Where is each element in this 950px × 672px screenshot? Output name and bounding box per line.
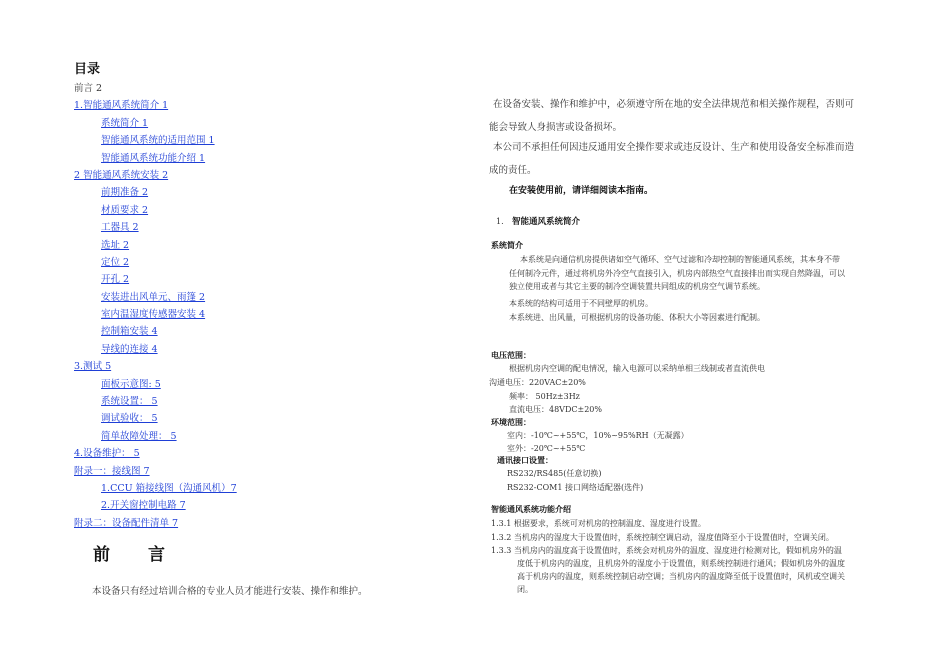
safety-para-2-line-1: 本公司不承担任何因违反通用安全操作要求或违反设计、生产和使用设备安全标准而造 [493, 142, 855, 153]
intro-line-2: 任何制冷元件，通过将机房外冷空气直接引入，机房内部热空气直接排出而实现自然降温，可以 [509, 269, 845, 278]
toc-entry[interactable] [74, 323, 434, 340]
toc-entry[interactable] [74, 358, 434, 375]
toc-link[interactable]: 工器具 2 [101, 222, 139, 234]
intro-line-1: 本系统是向通信机房提供诸如空气循环、空气过滤和冷却控制的智能通风系统，其本身不带 [520, 255, 840, 264]
toc-entry[interactable] [74, 132, 434, 149]
toc-link[interactable]: 2.开关窗控制电路 7 [101, 500, 186, 512]
toc-entry[interactable] [74, 167, 434, 184]
section-title: 智能通风系统简介 [512, 217, 581, 227]
toc-entry[interactable] [74, 497, 434, 514]
environment-line-1: 室内：-10℃~+55℃，10%~95%RH（无凝露） [507, 431, 689, 440]
toc-entry[interactable] [74, 237, 434, 254]
toc-link[interactable]: 室内温湿度传感器安装 4 [101, 309, 206, 321]
environment-heading: 环境范围： [491, 418, 531, 427]
toc-entry [74, 80, 434, 97]
voltage-line-2: 沟通电压：220VAC±20% [489, 378, 586, 387]
comm-line-1: RS232/RS485(任意切换) [507, 469, 602, 478]
toc-link[interactable]: 定位 2 [101, 256, 130, 268]
toc-link[interactable]: 简单故障处理： 5 [101, 430, 177, 442]
function-3-line-1: 1.3.3 当机房内的温度高于设置值时，系统会对机房外的温度、湿度进行检测对比，假如机房外的温 [491, 546, 842, 555]
toc-link[interactable]: 导线的连接 4 [101, 343, 158, 355]
voltage-line-3: 频率： 50Hz±3Hz [509, 392, 580, 401]
voltage-line-4: 直流电压：48VDC±20% [509, 405, 602, 414]
function-1: 1.3.1 根据要求，系统可对机房的控制温度、湿度进行设置。 [491, 519, 706, 528]
function-2: 1.3.2 当机房内的湿度大于设置值时，系统控制空调启动，湿度值降至小于设置值时，空调关闭。 [491, 533, 834, 542]
toc-entry[interactable] [74, 393, 434, 410]
toc-entry[interactable] [74, 445, 434, 462]
toc-link[interactable]: 1.CCU 箱接线图（沟通风机）7 [101, 482, 237, 494]
toc-link[interactable]: 1.智能通风系统简介 1 [74, 100, 169, 112]
toc-link[interactable]: 3.测试 5 [74, 361, 112, 373]
toc-entry[interactable] [74, 97, 434, 114]
toc-title: 目录 [74, 62, 101, 77]
toc-link[interactable]: 智能通风系统功能介绍 1 [101, 152, 206, 164]
function-3-line-4: 闭。 [517, 585, 533, 594]
toc-entry[interactable] [74, 515, 434, 532]
intro-line-4: 本系统的结构可适用于不同壁厚的机房。 [509, 299, 653, 308]
toc-entry[interactable] [74, 341, 434, 358]
toc-link[interactable]: 附录二：设备配件清单 7 [74, 517, 179, 529]
toc-link[interactable]: 材质要求 2 [101, 204, 149, 216]
toc-link[interactable]: 调试验收： 5 [101, 413, 158, 425]
toc-entry[interactable] [74, 254, 434, 271]
toc-label: 前言 2 [74, 83, 103, 94]
toc-entry[interactable] [74, 115, 434, 132]
toc-entry[interactable] [74, 219, 434, 236]
table-of-contents [74, 80, 434, 532]
functions-heading: 智能通风系统功能介绍 [491, 505, 571, 514]
toc-link[interactable]: 面板示意图: 5 [101, 378, 161, 390]
intro-heading: 系统简介 [491, 241, 523, 250]
section-number: 1. [496, 217, 504, 226]
toc-entry[interactable] [74, 428, 434, 445]
safety-para-2-line-2: 成的责任。 [489, 165, 537, 176]
toc-entry[interactable] [74, 463, 434, 480]
toc-link[interactable]: 2 智能通风系统安装 2 [74, 169, 169, 181]
toc-entry[interactable] [74, 306, 434, 323]
environment-line-2: 室外：-20℃~+55℃ [507, 444, 586, 453]
preface-heading: 前言 [93, 545, 203, 565]
preface-paragraph: 本设备只有经过培训合格的专业人员才能进行安装、操作和维护。 [92, 586, 368, 597]
function-3-line-2: 度低于机房内的温度，且机房外的湿度小于设置值，则系统控制进行通风；假如机房外的温度 [517, 559, 845, 568]
toc-link[interactable]: 选址 2 [101, 239, 130, 251]
toc-link[interactable]: 智能通风系统的适用范围 1 [101, 135, 215, 147]
toc-link[interactable]: 开孔 2 [101, 274, 130, 286]
toc-entry[interactable] [74, 289, 434, 306]
safety-para-1-line-2: 能会导致人身损害或设备损坏。 [489, 122, 623, 133]
toc-entry[interactable] [74, 480, 434, 497]
voltage-line-1: 根据机房内空调的配电情况，输入电源可以采纳单相三线制或者直流供电 [509, 364, 765, 373]
intro-line-5: 本系统进、出风量，可根据机房的设备功能、体积大小等因素进行配制。 [509, 313, 765, 322]
toc-link[interactable]: 控制箱安装 4 [101, 326, 158, 338]
toc-link[interactable]: 4.设备维护： 5 [74, 448, 140, 460]
toc-entry[interactable] [74, 376, 434, 393]
comm-heading: 通讯接口设置： [497, 456, 553, 465]
warning-text: 在安装使用前，请详细阅读本指南。 [509, 186, 654, 196]
function-3-line-3: 高于机房内的温度，则系统控制启动空调；当机房内的温度降至低于设置值时，风机或空调关 [517, 572, 845, 581]
intro-line-3: 独立使用或者与其它主要的制冷空调装置共同组成的机房空气调节系统。 [509, 282, 765, 291]
toc-link[interactable]: 系统简介 1 [101, 117, 149, 129]
toc-link[interactable]: 安装进出风单元、雨篷 2 [101, 291, 206, 303]
toc-entry[interactable] [74, 202, 434, 219]
toc-link[interactable]: 前期准备 2 [101, 187, 149, 199]
toc-entry[interactable] [74, 271, 434, 288]
toc-link[interactable]: 系统设置： 5 [101, 396, 158, 408]
toc-entry[interactable] [74, 184, 434, 201]
toc-entry[interactable] [74, 410, 434, 427]
toc-link[interactable]: 附录一：接线图 7 [74, 465, 150, 477]
safety-para-1-line-1: 在设备安装、操作和维护中，必须遵守所在地的安全法律规范和相关操作规程，否则可 [493, 99, 855, 110]
toc-entry[interactable] [74, 150, 434, 167]
comm-line-2: RS232-COM1 接口网络适配器(选件) [507, 483, 644, 492]
voltage-heading: 电压范围： [491, 351, 531, 360]
